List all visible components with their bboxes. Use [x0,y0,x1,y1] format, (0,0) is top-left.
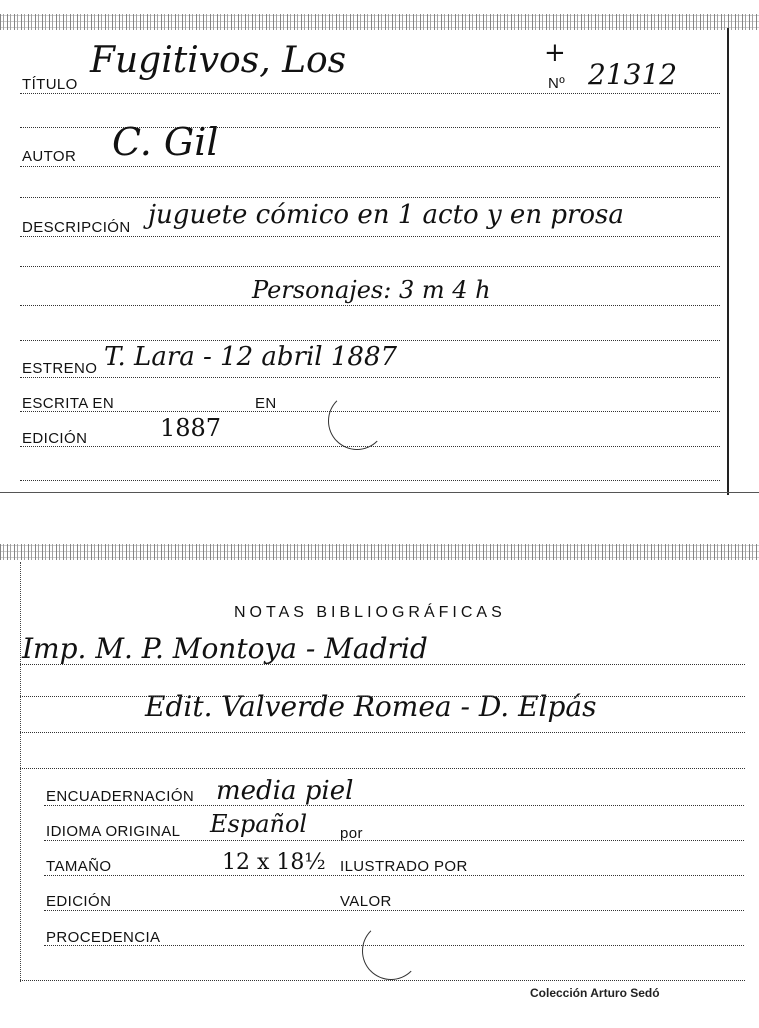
rule [20,166,720,167]
descripcion-value: juguete cómico en 1 acto y en prosa [148,200,624,230]
edicion-value: 1887 [160,414,222,442]
rule [20,236,720,237]
estreno-value: T. Lara - 12 abril 1887 [104,342,398,372]
punch-hole [362,922,420,980]
rule [20,197,720,198]
edicion-label: EDICIÓN [22,430,88,447]
rule [20,980,745,981]
escrita-en-label: ESCRITA EN [22,395,115,412]
rule [20,480,720,481]
autor-value: C. Gil [112,120,219,164]
encuadernacion-value: media piel [216,776,354,806]
collection-footer: Colección Arturo Sedó [530,986,660,1000]
rule [20,696,745,697]
titulo-label: TÍTULO [22,76,78,93]
tamano-value: 12 x 18½ [222,850,326,875]
card-left-edge [20,562,21,982]
catalog-card-back [0,540,759,1028]
rule [20,266,720,267]
rule [44,910,744,911]
ilustrado-label: ILUSTRADO POR [340,858,468,875]
punch-hole [328,392,386,450]
catalog-card-front [0,0,759,495]
rule [20,377,720,378]
encuadernacion-label: ENCUADERNACIÓN [46,788,195,805]
valor-label: VALOR [340,893,392,910]
idioma-value: Español [210,810,308,838]
idioma-label: IDIOMA ORIGINAL [46,823,181,840]
personajes-value: Personajes: 3 m 4 h [252,276,491,304]
rule [20,732,745,733]
titulo-value: Fugitivos, Los [90,40,347,81]
card-divider [0,492,759,493]
autor-label: AUTOR [22,148,77,165]
en-label: EN [255,395,277,412]
rule [44,875,744,876]
card-right-edge [727,28,729,495]
rule [44,840,744,841]
nota-line-1: Imp. M. P. Montoya - Madrid [22,632,428,665]
rule [20,664,745,665]
numero-label: Nº [548,75,566,92]
estreno-label: ESTRENO [22,360,98,377]
rule [44,805,744,806]
rule [20,768,745,769]
rule [20,340,720,341]
por-label: por [340,825,363,842]
nota-line-2: Edit. Valverde Romea - D. Elpás [145,690,597,723]
descripcion-label: DESCRIPCIÓN [22,219,131,236]
notas-title: NOTAS BIBLIOGRÁFICAS [234,604,506,621]
procedencia-label: PROCEDENCIA [46,929,161,946]
tamano-label: TAMAÑO [46,858,112,875]
rule [20,93,720,94]
edicion-back-label: EDICIÓN [46,893,112,910]
numero-value: 21312 [588,58,678,91]
card-edge-speckle [0,544,759,560]
numero-mark: + [544,38,566,68]
rule [20,305,720,306]
card-edge-speckle [0,14,759,30]
